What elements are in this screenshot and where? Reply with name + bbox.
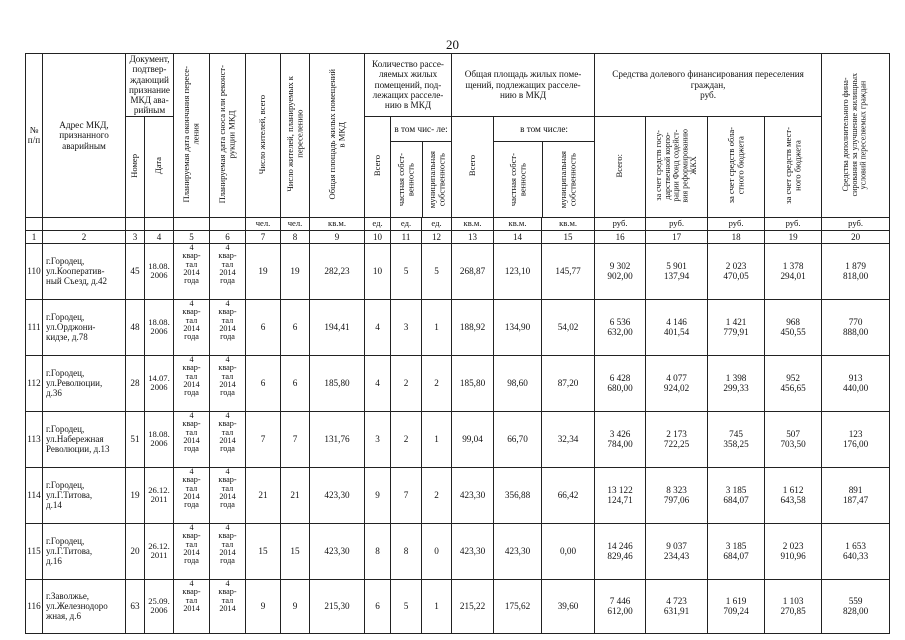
header-rooms-municipal-label: муниципальная собственность <box>426 150 447 208</box>
header-doc-date <box>145 116 174 217</box>
cell-residents-planned: 6 <box>281 355 310 411</box>
header-rooms-total <box>365 116 391 217</box>
cell-doc-number: 19 <box>126 467 145 523</box>
unit-cell: руб. <box>595 217 646 230</box>
cell-total-area: 423,30 <box>310 467 365 523</box>
cell-address: г.Заволжье, ул.Железнодоро жная, д.6 <box>43 579 126 633</box>
cell-area-private: 123,10 <box>494 243 542 299</box>
cell-area-municipal: 145,77 <box>542 243 595 299</box>
cell-n: 115 <box>26 523 43 579</box>
cell-doc-number: 51 <box>126 411 145 467</box>
column-number-cell: 15 <box>542 230 595 243</box>
header-residents-label: Число жителей, всего <box>257 94 268 174</box>
resettlement-table <box>25 53 890 634</box>
cell-fund-region: 1 421 779,91 <box>708 299 765 355</box>
units-row <box>26 217 890 230</box>
table-row <box>26 243 890 299</box>
cell-rooms-private: 2 <box>391 355 422 411</box>
cell-doc-number: 48 <box>126 299 145 355</box>
header-end-date-label: Планируемая дата окончания пересе- ления <box>181 66 201 203</box>
cell-demolition-date: 4 квар- тал 2014 года <box>210 467 246 523</box>
cell-funds-total: 6 536 632,00 <box>595 299 646 355</box>
column-number-cell: 6 <box>210 230 246 243</box>
cell-additional: 913 440,00 <box>822 355 890 411</box>
cell-rooms-municipal: 2 <box>422 355 452 411</box>
cell-total-area: 185,80 <box>310 355 365 411</box>
cell-rooms-private: 3 <box>391 299 422 355</box>
cell-demolition-date: 4 квар- тал 2014 <box>210 579 246 633</box>
cell-residents-planned: 9 <box>281 579 310 633</box>
header-area-total-label: Всего <box>466 155 477 177</box>
cell-doc-date: 14.07. 2006 <box>145 355 174 411</box>
header-fund-local-label: за счет средств мест- ного бюджета <box>782 127 803 205</box>
unit-cell: ед. <box>391 217 422 230</box>
header-residents <box>246 54 281 218</box>
header-additional <box>822 54 890 218</box>
column-number-cell: 13 <box>452 230 494 243</box>
header-n-label: № п/п <box>27 125 41 146</box>
column-number-cell: 20 <box>822 230 890 243</box>
cell-total-area: 423,30 <box>310 523 365 579</box>
cell-fund-reform: 4 077 924,02 <box>646 355 708 411</box>
cell-fund-local: 1 378 294,01 <box>765 243 822 299</box>
cell-rooms-total: 9 <box>365 467 391 523</box>
cell-fund-region: 3 185 684,07 <box>708 523 765 579</box>
cell-address: г.Городец, ул.Революции, д.36 <box>43 355 126 411</box>
cell-doc-date: 18.08. 2006 <box>145 299 174 355</box>
cell-address: г.Городец, ул.Г.Титова, д.16 <box>43 523 126 579</box>
header-end-date <box>174 54 210 218</box>
header-fund-reform-label: за счет средств госу- дарственной корпо- рации Фонд содейст- вия реформированию ЖКХ <box>653 128 698 203</box>
header-total-area <box>310 54 365 218</box>
cell-end-date: 4 квар- тал 2014 <box>174 579 210 633</box>
cell-area-municipal: 87,20 <box>542 355 595 411</box>
header-area-group <box>452 54 595 117</box>
column-number-cell: 4 <box>145 230 174 243</box>
cell-additional: 1 653 640,33 <box>822 523 890 579</box>
cell-n: 112 <box>26 355 43 411</box>
cell-rooms-total: 4 <box>365 299 391 355</box>
header-funds-total <box>595 116 646 217</box>
header-funds-total-label: Всего: <box>614 153 625 178</box>
header-rooms-incl-cell <box>391 116 452 217</box>
table-row <box>26 467 890 523</box>
column-number-cell: 2 <box>43 230 126 243</box>
cell-additional: 559 828,00 <box>822 579 890 633</box>
cell-area-municipal: 39,60 <box>542 579 595 633</box>
header-rooms-private <box>391 142 423 217</box>
header-demolition-date-label: Планируемая дата сноса или реконст- рукции МКД <box>217 65 237 204</box>
header-total-area-label: Общая площадь жилых помещений в МКД <box>326 69 346 200</box>
cell-n: 113 <box>26 411 43 467</box>
cell-rooms-municipal: 1 <box>422 579 452 633</box>
cell-area-total: 185,80 <box>452 355 494 411</box>
table-row <box>26 523 890 579</box>
cell-residents: 7 <box>246 411 281 467</box>
header-residents-planned-label: Число жителей, планируемых к переселению <box>284 76 304 193</box>
cell-area-municipal: 54,02 <box>542 299 595 355</box>
cell-rooms-total: 10 <box>365 243 391 299</box>
cell-additional: 123 176,00 <box>822 411 890 467</box>
cell-area-private: 98,60 <box>494 355 542 411</box>
cell-end-date: 4 квар- тал 2014 года <box>174 355 210 411</box>
header-fund-region-label: за счет средств обла- стного бюджета <box>725 127 746 204</box>
cell-n: 114 <box>26 467 43 523</box>
cell-doc-number: 45 <box>126 243 145 299</box>
cell-rooms-private: 2 <box>391 411 422 467</box>
column-number-cell: 11 <box>391 230 422 243</box>
column-number-cell: 10 <box>365 230 391 243</box>
cell-end-date: 4 квар- тал 2014 года <box>174 467 210 523</box>
cell-additional: 1 879 818,00 <box>822 243 890 299</box>
column-number-cell: 18 <box>708 230 765 243</box>
header-rooms-total-label: Всего <box>371 155 382 177</box>
cell-rooms-private: 5 <box>391 243 422 299</box>
cell-end-date: 4 квар- тал 2014 года <box>174 243 210 299</box>
cell-fund-reform: 4 723 631,91 <box>646 579 708 633</box>
cell-total-area: 282,23 <box>310 243 365 299</box>
cell-area-private: 66,70 <box>494 411 542 467</box>
page-number: 20 <box>446 37 459 52</box>
cell-demolition-date: 4 квар- тал 2014 года <box>210 299 246 355</box>
header-rooms-municipal <box>423 142 451 217</box>
header-doc-date-label: Дата <box>153 157 164 175</box>
cell-fund-local: 507 703,50 <box>765 411 822 467</box>
cell-fund-reform: 2 173 722,25 <box>646 411 708 467</box>
cell-fund-local: 1 103 270,85 <box>765 579 822 633</box>
cell-area-total: 188,92 <box>452 299 494 355</box>
cell-rooms-private: 7 <box>391 467 422 523</box>
cell-doc-number: 63 <box>126 579 145 633</box>
header-funds-group <box>595 54 822 117</box>
cell-funds-total: 14 246 829,46 <box>595 523 646 579</box>
cell-end-date: 4 квар- тал 2014 года <box>174 299 210 355</box>
column-number-cell: 9 <box>310 230 365 243</box>
header-demolition-date <box>210 54 246 218</box>
cell-fund-local: 952 456,65 <box>765 355 822 411</box>
cell-area-municipal: 32,34 <box>542 411 595 467</box>
unit-cell: руб. <box>708 217 765 230</box>
cell-fund-local: 1 612 643,58 <box>765 467 822 523</box>
cell-fund-region: 2 023 470,05 <box>708 243 765 299</box>
cell-fund-local: 2 023 910,96 <box>765 523 822 579</box>
cell-end-date: 4 квар- тал 2014 года <box>174 411 210 467</box>
column-number-cell: 14 <box>494 230 542 243</box>
cell-total-area: 194,41 <box>310 299 365 355</box>
cell-doc-date: 18.08. 2006 <box>145 243 174 299</box>
cell-fund-region: 1 619 709,24 <box>708 579 765 633</box>
cell-end-date: 4 квар- тал 2014 года <box>174 523 210 579</box>
cell-residents: 6 <box>246 355 281 411</box>
header-area-incl: в том числе: <box>494 117 594 142</box>
cell-fund-reform: 8 323 797,06 <box>646 467 708 523</box>
cell-area-private: 356,88 <box>494 467 542 523</box>
column-number-cell: 3 <box>126 230 145 243</box>
header-additional-label: Средства дополнительного фина- сирования за улучшение жилищных условий переселяемых граждан <box>841 72 868 196</box>
header-area-incl-cell <box>494 116 595 217</box>
cell-rooms-total: 8 <box>365 523 391 579</box>
header-n <box>26 54 43 218</box>
cell-funds-total: 13 122 124,71 <box>595 467 646 523</box>
cell-residents-planned: 19 <box>281 243 310 299</box>
header-area-group-label: Общая площадь жилых поме- щений, подлежащих расселе- нию в МКД <box>464 69 582 101</box>
cell-additional: 891 187,47 <box>822 467 890 523</box>
cell-area-total: 99,04 <box>452 411 494 467</box>
cell-rooms-municipal: 5 <box>422 243 452 299</box>
header-rooms-group <box>365 54 452 117</box>
cell-n: 111 <box>26 299 43 355</box>
table-row <box>26 355 890 411</box>
cell-area-total: 215,22 <box>452 579 494 633</box>
cell-funds-total: 7 446 612,00 <box>595 579 646 633</box>
header-rooms-incl: в том чис- ле: <box>391 117 451 142</box>
cell-address: г.Городец, ул.Орджони- кидзе, д.78 <box>43 299 126 355</box>
cell-address: г.Городец, ул.Г.Титова, д.14 <box>43 467 126 523</box>
cell-area-private: 134,90 <box>494 299 542 355</box>
header-rooms-group-label: Количество рассе- ляемых жилых помещений, под- лежащих расселе- нию в МКД <box>372 59 444 111</box>
cell-fund-region: 1 398 299,33 <box>708 355 765 411</box>
cell-rooms-municipal: 1 <box>422 299 452 355</box>
header-doc-number <box>126 116 145 217</box>
cell-additional: 770 888,00 <box>822 299 890 355</box>
unit-cell: руб. <box>765 217 822 230</box>
header-document <box>126 54 174 117</box>
cell-demolition-date: 4 квар- тал 2014 года <box>210 523 246 579</box>
column-number-cell: 5 <box>174 230 210 243</box>
cell-rooms-total: 3 <box>365 411 391 467</box>
cell-rooms-municipal: 0 <box>422 523 452 579</box>
header-rooms-private-label: частная собст- венность <box>396 152 416 206</box>
cell-area-municipal: 66,42 <box>542 467 595 523</box>
column-number-cell: 19 <box>765 230 822 243</box>
column-number-cell: 17 <box>646 230 708 243</box>
cell-total-area: 131,76 <box>310 411 365 467</box>
unit-cell: руб. <box>646 217 708 230</box>
cell-fund-reform: 5 901 137,94 <box>646 243 708 299</box>
cell-residents: 9 <box>246 579 281 633</box>
cell-demolition-date: 4 квар- тал 2014 года <box>210 243 246 299</box>
cell-residents-planned: 21 <box>281 467 310 523</box>
column-number-cell: 12 <box>422 230 452 243</box>
unit-cell: кв.м. <box>310 217 365 230</box>
header-fund-local <box>765 116 822 217</box>
cell-doc-date: 25.09. 2006 <box>145 579 174 633</box>
unit-cell: ед. <box>365 217 391 230</box>
cell-rooms-municipal: 1 <box>422 411 452 467</box>
column-number-cell: 7 <box>246 230 281 243</box>
cell-total-area: 215,30 <box>310 579 365 633</box>
cell-rooms-municipal: 2 <box>422 467 452 523</box>
cell-address: г.Городец, ул.Набережная Революции, д.13 <box>43 411 126 467</box>
cell-demolition-date: 4 квар- тал 2014 года <box>210 411 246 467</box>
header-area-municipal-label: муниципальная собственность <box>558 150 578 208</box>
cell-fund-region: 3 185 684,07 <box>708 467 765 523</box>
header-address-label: Адрес МКД, признанного аварийным <box>59 119 109 151</box>
cell-residents: 15 <box>246 523 281 579</box>
cell-n: 116 <box>26 579 43 633</box>
cell-area-private: 175,62 <box>494 579 542 633</box>
header-fund-region <box>708 116 765 217</box>
cell-area-total: 423,30 <box>452 467 494 523</box>
cell-rooms-private: 8 <box>391 523 422 579</box>
table-row <box>26 299 890 355</box>
cell-doc-number: 28 <box>126 355 145 411</box>
column-numbers-row <box>26 230 890 243</box>
unit-cell: кв.м. <box>542 217 595 230</box>
cell-residents: 6 <box>246 299 281 355</box>
column-number-cell: 8 <box>281 230 310 243</box>
cell-doc-date: 26.12. 2011 <box>145 523 174 579</box>
cell-residents: 19 <box>246 243 281 299</box>
cell-doc-date: 18.08. 2006 <box>145 411 174 467</box>
cell-demolition-date: 4 квар- тал 2014 года <box>210 355 246 411</box>
unit-cell: кв.м. <box>494 217 542 230</box>
header-document-label: Документ, подтвер- ждающий признание МКД ава- рийным <box>129 54 170 116</box>
cell-area-private: 423,30 <box>494 523 542 579</box>
cell-residents: 21 <box>246 467 281 523</box>
cell-funds-total: 6 428 680,00 <box>595 355 646 411</box>
cell-rooms-private: 5 <box>391 579 422 633</box>
header-area-private <box>494 142 543 217</box>
cell-area-total: 423,30 <box>452 523 494 579</box>
unit-cell: руб. <box>822 217 890 230</box>
unit-cell: ед. <box>422 217 452 230</box>
cell-residents-planned: 15 <box>281 523 310 579</box>
cell-residents-planned: 7 <box>281 411 310 467</box>
header-address <box>43 54 126 218</box>
cell-area-municipal: 0,00 <box>542 523 595 579</box>
header-area-private-label: частная собст- венность <box>507 152 528 206</box>
table-row <box>26 579 890 633</box>
header-fund-reform <box>646 116 708 217</box>
cell-fund-region: 745 358,25 <box>708 411 765 467</box>
header-area-total <box>452 116 494 217</box>
header-funds-group-label: Средства долевого финансирования переселения граждан, руб. <box>612 69 804 101</box>
header-area-municipal <box>543 142 594 217</box>
cell-funds-total: 3 426 784,00 <box>595 411 646 467</box>
cell-fund-reform: 4 146 401,54 <box>646 299 708 355</box>
cell-rooms-total: 6 <box>365 579 391 633</box>
header-residents-planned <box>281 54 310 218</box>
unit-cell: чел. <box>281 217 310 230</box>
unit-cell: кв.м. <box>452 217 494 230</box>
cell-doc-number: 20 <box>126 523 145 579</box>
unit-cell: чел. <box>246 217 281 230</box>
column-number-cell: 1 <box>26 230 43 243</box>
cell-residents-planned: 6 <box>281 299 310 355</box>
cell-area-total: 268,87 <box>452 243 494 299</box>
cell-fund-reform: 9 037 234,43 <box>646 523 708 579</box>
table-row <box>26 411 890 467</box>
cell-rooms-total: 4 <box>365 355 391 411</box>
header-doc-number-label: Номер <box>129 153 140 178</box>
cell-address: г.Городец, ул.Кооператив- ный Съезд, д.42 <box>43 243 126 299</box>
cell-n: 110 <box>26 243 43 299</box>
cell-doc-date: 26.12. 2011 <box>145 467 174 523</box>
cell-funds-total: 9 302 902,00 <box>595 243 646 299</box>
cell-fund-local: 968 450,55 <box>765 299 822 355</box>
column-number-cell: 16 <box>595 230 646 243</box>
